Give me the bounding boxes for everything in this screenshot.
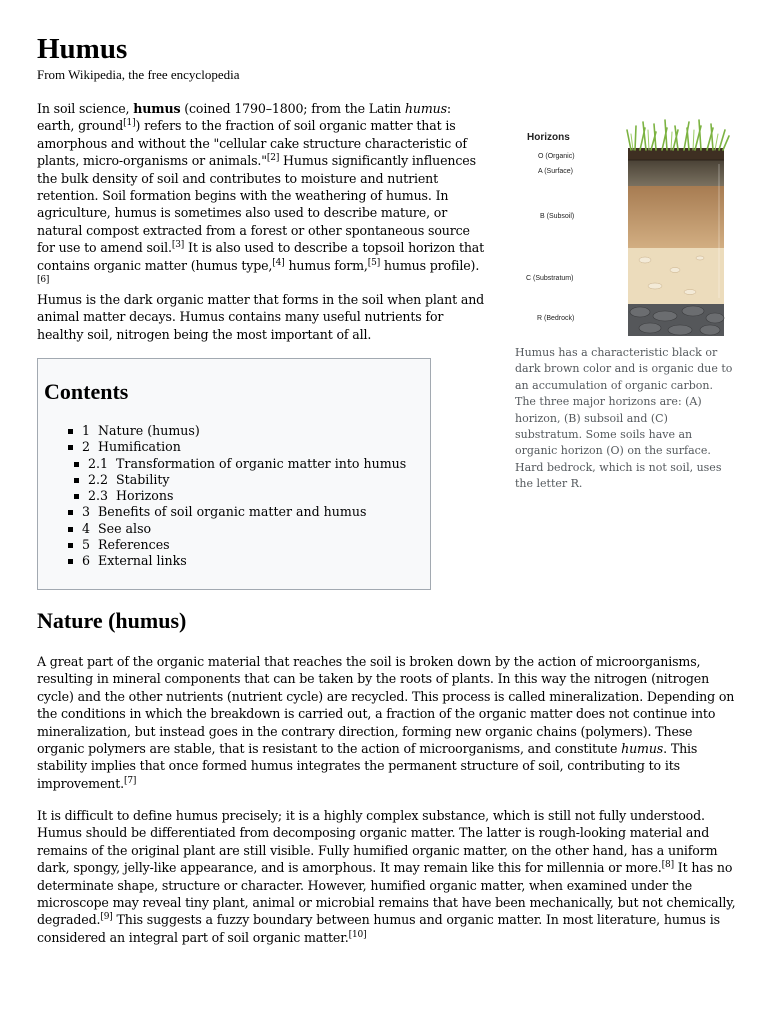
term-humus: humus <box>133 101 181 116</box>
organic-layer <box>628 148 724 160</box>
table-of-contents <box>37 358 431 590</box>
bullet-icon <box>68 559 73 564</box>
page-title: Humus <box>37 33 128 65</box>
toc-item[interactable]: 6 External links <box>66 553 406 569</box>
bullet-icon <box>68 445 73 450</box>
label-substratum: C (Substratum) <box>526 275 574 282</box>
soil-profile-image <box>515 108 737 340</box>
citation-link[interactable]: [9] <box>100 912 113 923</box>
figure-caption: Humus has a characteristic black or dark brown color and is organic due to an accumulation of organic carbon. The three major horizons are: (A) horizon, (B) subsoil and (C) substratum. Some soils have an organic horizon (O) on the surface. Hard bedrock, which is not soil, uses the letter R. <box>515 346 733 491</box>
bullet-icon <box>74 462 79 467</box>
toc-subitem[interactable]: 2.2 Stability <box>66 472 406 488</box>
toc-item[interactable]: 4 See also <box>66 521 406 537</box>
intro-paragraph: In soil science, humus (coined 1790–1800; from the Latin humus: earth, ground[1]) refers to the fraction of soil organic matter that is amorphous and without the "cellular cake structure characteristic of plants, micro-organisms or animals."[2] Humus significantly influences the bulk density of soil and contributes to moisture and nutrient retention. Soil formation begins with the weathering of humus. In agriculture, humus is sometimes also used to describe mature, or natural compost extracted from a forest or other spontaneous source for use to amend soil.[3] It is also used to describe a topsoil horizon that contains organic matter (humus type,[4] humus form,[5] humus profile).[6] <box>37 101 485 286</box>
citation-link[interactable]: [3] <box>171 240 185 251</box>
toc-heading: Contents <box>44 379 129 404</box>
bullet-icon <box>74 494 79 499</box>
bullet-icon <box>68 527 73 532</box>
figure-heading: Horizons <box>527 132 570 143</box>
bullet-icon <box>68 543 73 548</box>
citation-link[interactable]: [4] <box>272 257 285 268</box>
toc-subitem[interactable]: 2.3 Horizons <box>66 488 406 504</box>
label-organic: O (Organic) <box>538 153 575 160</box>
intro-paragraph-2: Humus is the dark organic matter that forms in the soil when plant and animal matter decays. Humus contains many useful nutrients for healthy soil, nitrogen being the most important of all. <box>37 292 485 342</box>
label-bedrock: R (Bedrock) <box>537 315 575 322</box>
toc-item[interactable]: 1 Nature (humus) <box>66 423 406 439</box>
citation-link[interactable]: [5] <box>367 257 381 268</box>
citation-link[interactable]: [7] <box>123 775 137 786</box>
label-surface: A (Surface) <box>538 168 574 175</box>
bullet-icon <box>74 478 79 483</box>
label-subsoil: B (Subsoil) <box>540 213 575 220</box>
citation-link[interactable]: [8] <box>661 860 674 871</box>
toc-list <box>66 423 406 570</box>
citation-link[interactable]: [10] <box>348 929 367 940</box>
tagline: From Wikipedia, the free encyclopedia <box>37 67 240 82</box>
toc-subitem[interactable]: 2.1 Transformation of organic matter into humus <box>66 456 406 472</box>
citation-link[interactable]: [1] <box>123 118 136 129</box>
citation-link[interactable]: [2] <box>266 153 280 164</box>
section-heading-nature: Nature (humus) <box>37 608 187 633</box>
soil-horizons-figure[interactable] <box>515 108 737 340</box>
toc-item[interactable]: 5 References <box>66 537 406 553</box>
nature-paragraph-2: It is difficult to define humus precisely; it is a highly complex substance, which is still not fully understood. Humus should be differentiated from decomposing organic matter. The latter is rough-looking material and remains of the original plant are still visible. Fully humified organic matter, on the other hand, has a uniform dark, spongy, jelly-like appearance, and is amorphous. It may remain like this for millennia or more.[8] It has no determinate shape, structure or character. However, humified organic matter, when examined under the microscope may reveal tiny plant, animal or microbial remains that have been mechanically, but not chemically, degraded.[9] This suggests a fuzzy boundary between humus and organic matter. In most literature, humus is considered an integral part of soil organic matter.[10] <box>37 808 736 945</box>
surface-layer <box>628 160 724 186</box>
citation-link[interactable]: [6] <box>37 275 50 286</box>
substratum-layer <box>628 248 724 304</box>
nature-paragraph-1: A great part of the organic material that reaches the soil is broken down by the action of microorganisms, resulting in mineral components that can be taken by the roots of plants. In this way the nitrogen (nitrogen cycle) and the other nutrients (nutrient cycle) are recycled. This process is called mineralization. Depending on the conditions in which the breakdown is carried out, a fraction of the organic matter does not continue into mineralization, but instead goes in the contrary direction, forming new organic chains (polymers). These organic polymers are stable, that is resistant to the action of microorganisms, and constitute humus. This stability implies that once formed humus integrates the permanent structure of soil, contributing to its improvement.[7] <box>37 654 735 791</box>
toc-item[interactable]: 2 Humification <box>66 439 406 455</box>
bullet-icon <box>68 429 73 434</box>
bullet-icon <box>68 510 73 515</box>
toc-item[interactable]: 3 Benefits of soil organic matter and humus <box>66 504 406 520</box>
subsoil-layer <box>628 186 724 248</box>
